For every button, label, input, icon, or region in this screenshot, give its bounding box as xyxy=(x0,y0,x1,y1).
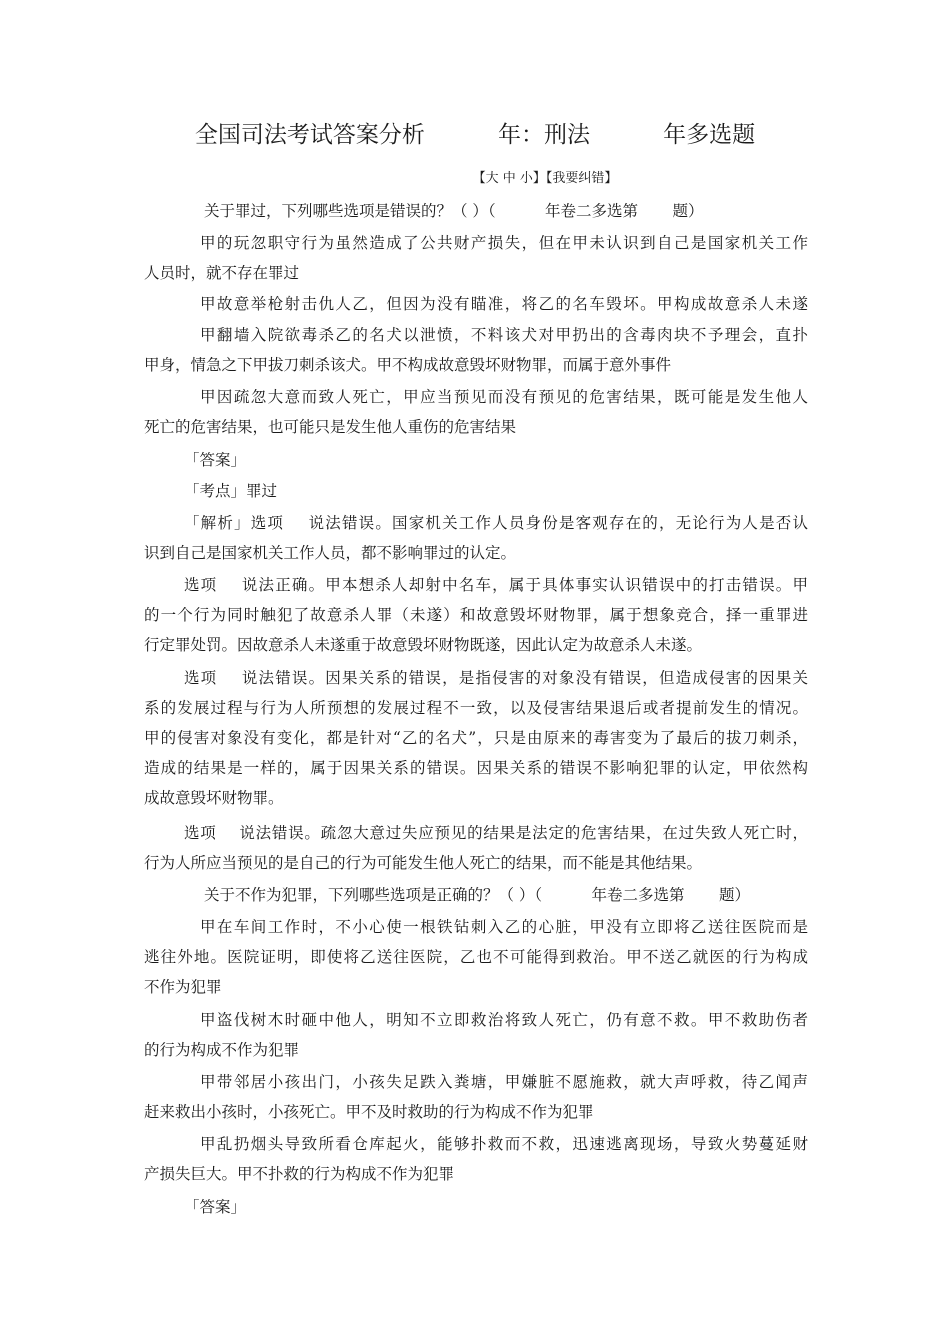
font-size-medium-link[interactable]: 中 xyxy=(502,171,516,186)
page-title: 全国司法考试答案分析 年：刑法 年多选题 xyxy=(194,122,756,148)
question-1-option-d: 甲因疏忽大意而致人死亡，甲应当预见而没有预见的危害结果，既可能是发生他人 死亡的危害结果，也可能只是发生他人重伤的危害结果 xyxy=(144,388,808,436)
question-2-stem: 关于不作为犯罪，下列哪些选项是正确的？（ ）（ 年卷二多选第 题） xyxy=(204,886,750,904)
report-error-link[interactable]: 【我要纠错】 xyxy=(545,171,618,186)
question-1-keypoint: 「考点」罪过 xyxy=(184,482,278,500)
font-size-large-link[interactable]: 大 xyxy=(485,171,499,186)
question-2-answer: 「答案」 xyxy=(184,1198,247,1216)
question-1-analysis-b: 选项 说法正确。甲本想杀人却射中名车，属于具体事实认识错误中的打击错误。甲 的一个行为同时触犯了故意杀人罪（未遂）和故意毁坏财物罪，属于想象竞合，择一重罪进 行定罪处罚。因故意杀人未遂重于故意毁坏财物既遂，因此认定为故意杀人未遂。 xyxy=(144,576,808,654)
question-2-option-a: 甲在车间工作时，不小心使一根铁钻刺入乙的心脏，甲没有立即将乙送往医院而是 逃往外地。医院证明，即使将乙送往医院，乙也不可能得到救治。甲不送乙就医的行为构成 不作为犯罪 xyxy=(144,918,808,996)
toolbar-bracket-close: 】 xyxy=(532,171,546,186)
question-1-analysis-a: 「解析」选项 说法错误。国家机关工作人员身份是客观存在的，无论行为人是否认 识到自己是国家机关工作人员，都不影响罪过的认定。 xyxy=(144,514,808,562)
question-1-option-c: 甲翻墙入院欲毒杀乙的名犬以泄愤，不料该犬对甲扔出的含毒肉块不予理会，直扑 甲身，情急之下甲拔刀刺杀该犬。甲不构成故意毁坏财物罪，而属于意外事件 xyxy=(144,326,808,374)
font-size-small-link[interactable]: 小 xyxy=(519,171,533,186)
question-1-analysis-c: 选项 说法错误。因果关系的错误，是指侵害的对象没有错误，但造成侵害的因果关 系的发展过程与行为人所预想的发展过程不一致，以及侵害结果退后或者提前发生的情况。 甲的侵害对象没有变化，都是针对“乙的名犬”，只是由原来的毒害变为了最后的拔刀刺杀， 造成的结果是一样的，属于因果关系的错误。因果关系的错误不影响犯罪的认定，甲依然构 成故意毁坏财物罪。 xyxy=(144,669,808,807)
question-2-option-b: 甲盗伐树木时砸中他人，明知不立即救治将致人死亡，仍有意不救。甲不救助伤者 的行为构成不作为犯罪 xyxy=(144,1011,808,1059)
text-size-toolbar xyxy=(0,170,950,188)
question-1-stem: 关于罪过，下列哪些选项是错误的？（ ）（ 年卷二多选第 题） xyxy=(204,202,704,220)
question-2-option-d: 甲乱扔烟头导致所看仓库起火，能够扑救而不救，迅速逃离现场，导致火势蔓延财 产损失巨大。甲不扑救的行为构成不作为犯罪 xyxy=(144,1135,808,1183)
toolbar-bracket-open: 【 xyxy=(472,171,486,186)
question-1-option-a: 甲的玩忽职守行为虽然造成了公共财产损失，但在甲未认识到自己是国家机关工作 人员时，就不存在罪过 xyxy=(144,234,808,282)
question-1-analysis-d: 选项 说法错误。疏忽大意过失应预见的结果是法定的危害结果，在过失致人死亡时， 行为人所应当预见的是自己的行为可能发生他人死亡的结果，而不能是其他结果。 xyxy=(144,824,808,872)
question-1-answer: 「答案」 xyxy=(184,451,247,469)
question-2-option-c: 甲带邻居小孩出门，小孩失足跌入粪塘，甲嫌脏不愿施救，就大声呼救，待乙闻声 赶来救出小孩时，小孩死亡。甲不及时救助的行为构成不作为犯罪 xyxy=(144,1073,808,1121)
question-1-option-b: 甲故意举枪射击仇人乙，但因为没有瞄准，将乙的名车毁坏。甲构成故意杀人未遂 xyxy=(200,295,808,313)
